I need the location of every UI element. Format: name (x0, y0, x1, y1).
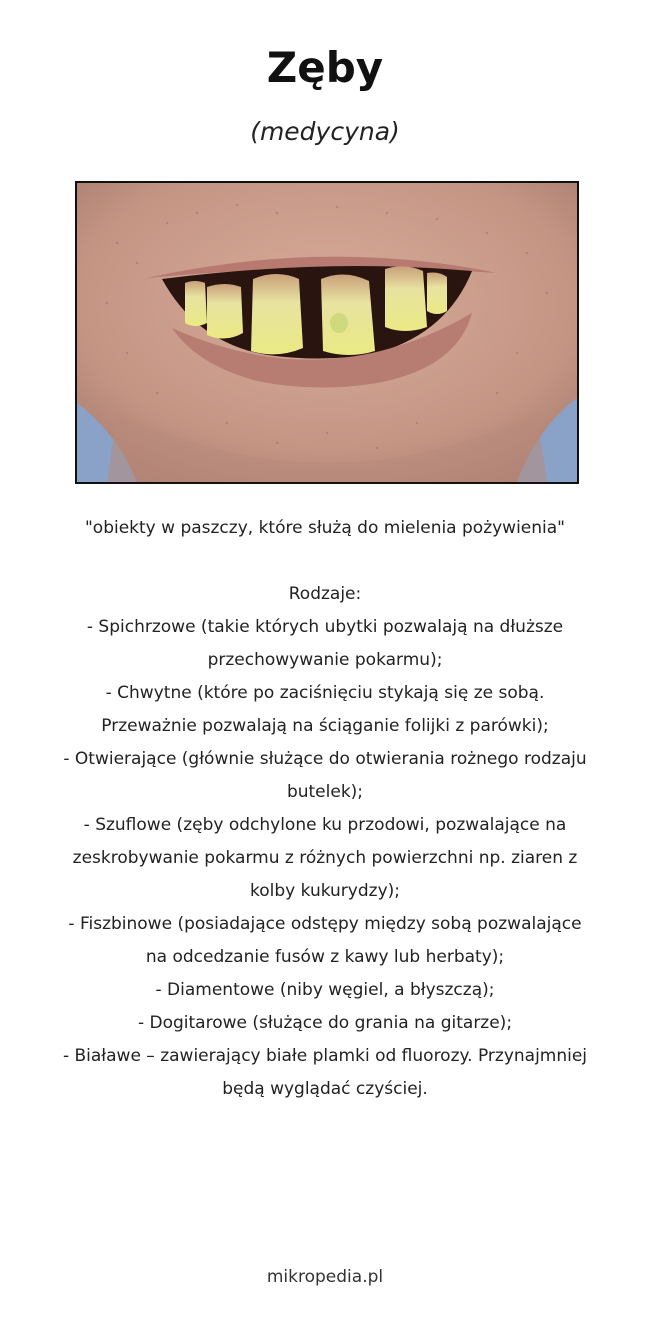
type-item-otwierajace: - Otwierające (głównie służące do otwierania rożnego rodzaju butelek); (63, 749, 587, 802)
page-subtitle: (medycyna) (250, 117, 400, 146)
type-item-bialawe: - Białawe – zawierający białe plamki od fluorozy. Przynajmniej będą wyglądać czyściej. (62, 1046, 588, 1099)
type-item-fiszbinowe: - Fiszbinowe (posiadające odstępy między sobą pozwalające na odcedzanie fusów z kawy lub herbaty); (68, 914, 582, 967)
page-title: Zęby (266, 43, 384, 92)
tooth (427, 273, 447, 315)
types-heading: Rodzaje: (288, 584, 362, 604)
tooth (321, 274, 375, 355)
tooth (207, 284, 243, 339)
type-item-spichrzowe: - Spichrzowe (takie których ubytki pozwalają na dłuższe przechowywanie pokarmu); (86, 617, 564, 670)
article-body (60, 512, 590, 1106)
type-item-chwytne: - Chwytne (które po zaciśnięciu stykają się ze sobą. Przeważnie pozwalają na ściąganie folijki z parówki); (101, 683, 549, 736)
site-footer: mikropedia.pl (266, 1267, 384, 1287)
type-item-szuflowe: - Szuflowe (zęby odchylone ku przodowi, pozwalające na zeskrobywanie pokarmu z różnych powierzchni np. ziaren z kolby kukurydzy); (72, 815, 578, 901)
teeth-photo (75, 181, 579, 484)
definition-text: "obiekty w paszczy, które służą do mielenia pożywienia" (84, 518, 566, 538)
type-item-dogitarowe: - Dogitarowe (służące do grania na gitarze); (137, 1013, 513, 1033)
tooth (251, 274, 303, 354)
type-item-diamentowe: - Diamentowe (niby węgiel, a błyszczą); (155, 980, 495, 1000)
teeth-photo-illustration (77, 183, 577, 482)
tooth (385, 266, 427, 331)
tooth-spot (330, 313, 348, 333)
tooth (185, 281, 207, 326)
